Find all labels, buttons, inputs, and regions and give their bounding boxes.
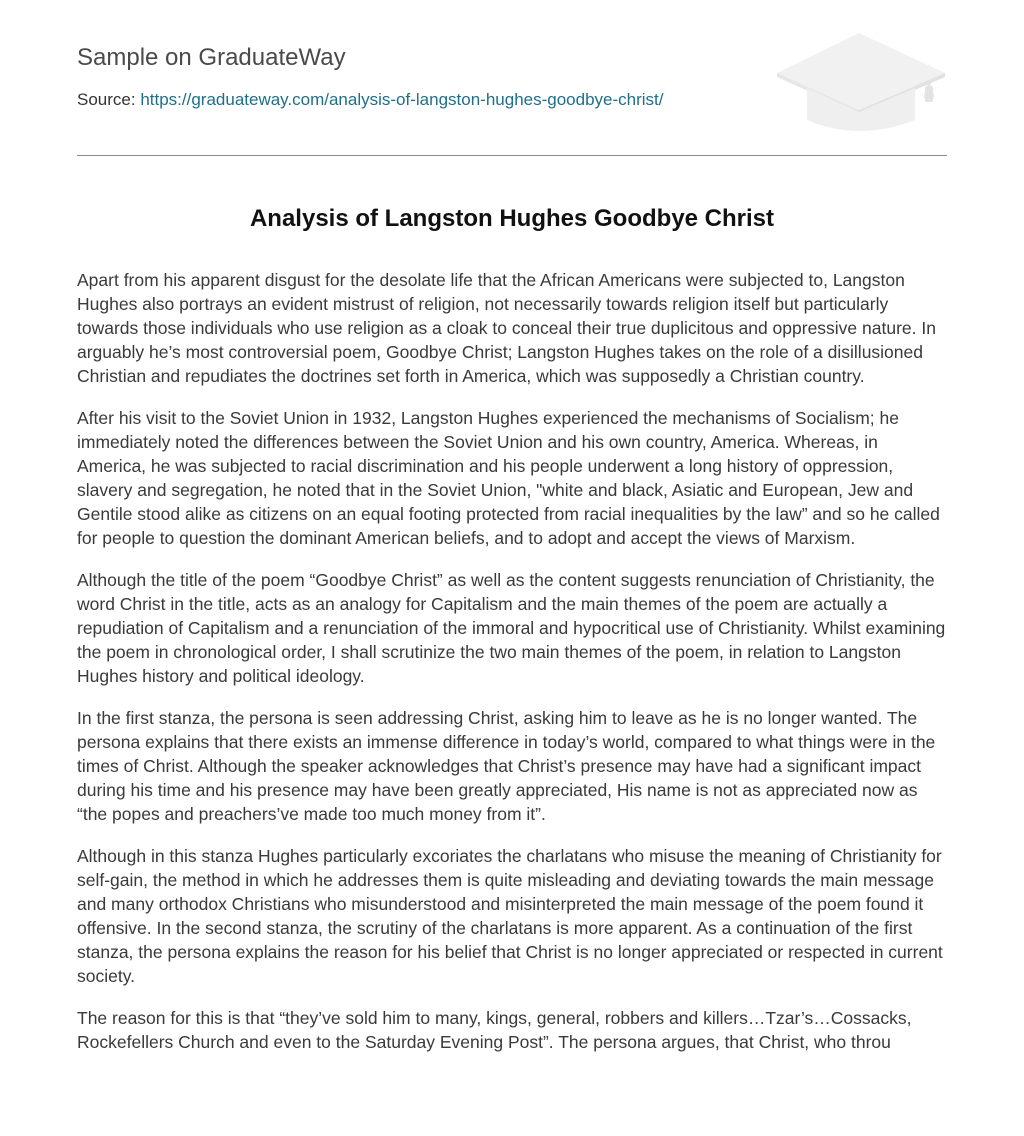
- graduation-cap-icon: [777, 30, 947, 134]
- source-line: [77, 90, 664, 110]
- header-divider: [77, 155, 947, 156]
- document-title: Analysis of Langston Hughes Goodbye Christ: [249, 205, 775, 232]
- paragraph: In the first stanza, the persona is seen addressing Christ, asking him to leave as he is no longer wanted. The persona explains that there exists an immense difference in today’s world, compared to what things were in the times of Christ. Although the speaker acknowledges that Christ’s presence may have had a significant impact during his time and his presence may have been greatly appreciated, His name is not as appreciated now as “the popes and preachers’ve made too much money from it”.: [77, 708, 936, 824]
- paragraph: Although the title of the poem “Goodbye Christ” as well as the content suggests renunciation of Christianity, the word Christ in the title, acts as an analogy for Capitalism and the main themes of the poem are actually a repudiation of Capitalism and a renunciation of the immoral and hypocritical use of Christianity. Whilst examining the poem in chronological order, I shall scrutinize the two main themes of the poem, in relation to Langston Hughes history and political ideology.: [77, 570, 946, 686]
- document-body: [77, 268, 949, 1078]
- page-header: [77, 0, 947, 156]
- paragraph: After his visit to the Soviet Union in 1932, Langston Hughes experienced the mechanisms of Socialism; he immediately noted the differences between the Soviet Union and his own country, America. Whereas, in America, he was subjected to racial discrimination and his people underwent a long history of oppression, slavery and segregation, he noted that in the Soviet Union, "white and black, Asiatic and European, Jew and Gentile stood alike as citizens on an equal footing protected from racial inequalities by the law” and so he called for people to question the dominant American beliefs, and to adopt and accept the views of Marxism.: [77, 408, 940, 548]
- source-label: Source:: [77, 90, 141, 109]
- paragraph: The reason for this is that “they’ve sold him to many, kings, general, robbers and killers…Tzar’s…Cossacks, Rockefellers Church and even to the Saturday Evening Post”. The persona argues, that Christ, who throu: [77, 1008, 912, 1052]
- paragraph: Although in this stanza Hughes particularly excoriates the charlatans who misuse the meaning of Christianity for self-gain, the method in which he addresses them is quite misleading and deviating towards the main message and many orthodox Christians who misunderstood and misinterpreted the main message of the poem found it offensive. In the second stanza, the scrutiny of the charlatans is more apparent. As a continuation of the first stanza, the persona explains the reason for his belief that Christ is no longer appreciated or respected in current society.: [77, 846, 943, 986]
- source-link[interactable]: https://graduateway.com/analysis-of-langston-hughes-goodbye-christ/: [140, 90, 664, 109]
- paragraph: Apart from his apparent disgust for the desolate life that the African Americans were subjected to, Langston Hughes also portrays an evident mistrust of religion, not necessarily towards religion itself but particularly towards those individuals who use religion as a cloak to conceal their true duplicitous and oppressive nature. In arguably he’s most controversial poem, Goodbye Christ; Langston Hughes takes on the role of a disillusioned Christian and repudiates the doctrines set forth in America, which was supposedly a Christian country.: [77, 270, 936, 386]
- site-title: Sample on GraduateWay: [77, 44, 346, 71]
